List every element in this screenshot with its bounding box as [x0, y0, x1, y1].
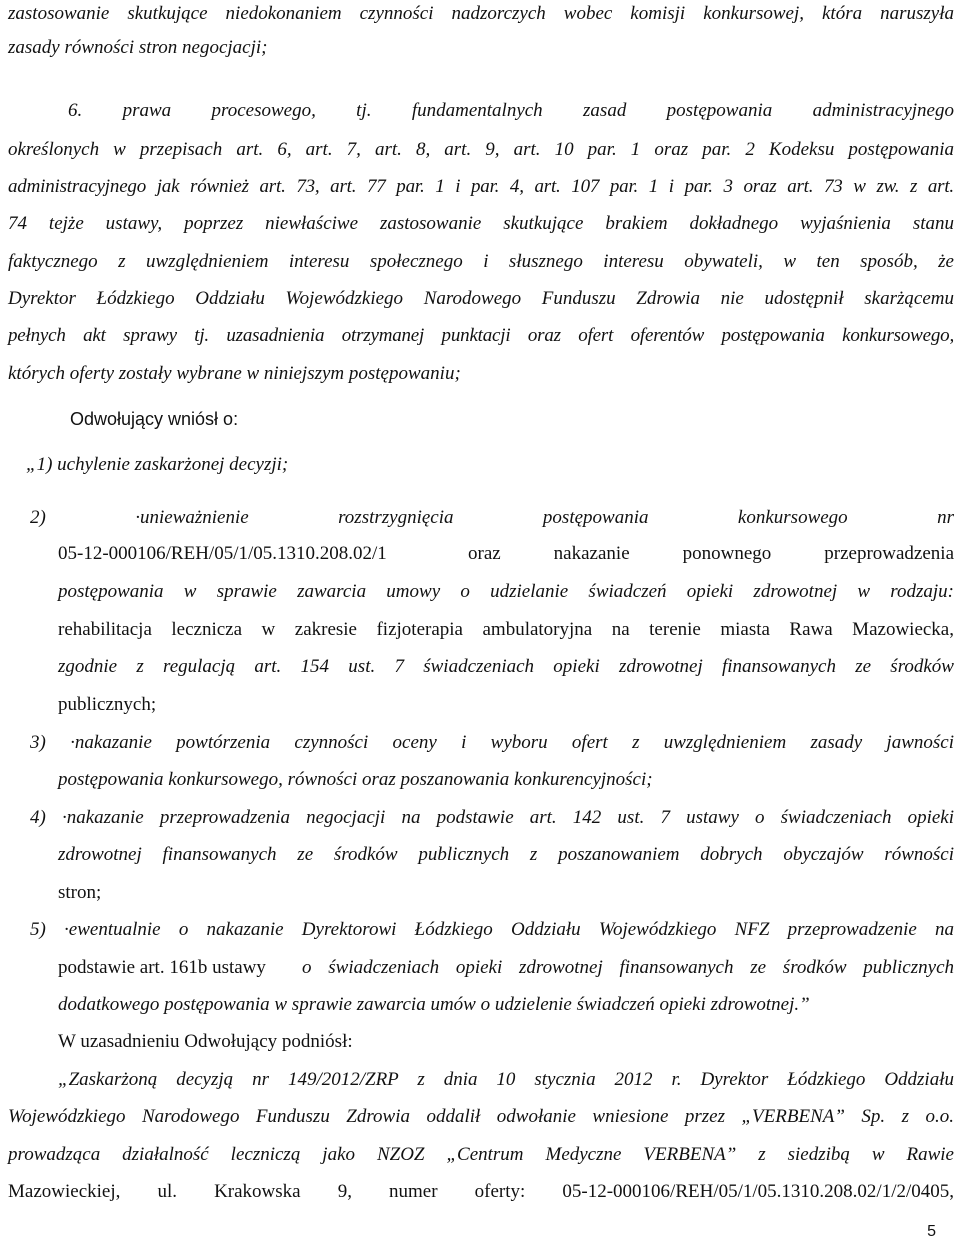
text-line: stron; — [58, 882, 102, 903]
text-line: zgodnie z regulacją art. 154 ust. 7 świadczeniach opieki zdrowotnej finansowanych ze środków — [58, 656, 954, 677]
text-line: postępowania w sprawie zawarcia umowy o udzielanie świadczeń opieki zdrowotnej w rodzaju: — [58, 581, 954, 602]
text-line: prowadząca działalność leczniczą jako NZOZ „Centrum Medyczne VERBENA” z siedzibą w Rawie — [8, 1144, 954, 1165]
text-line: zasady równości stron negocjacji; — [8, 37, 268, 58]
text-line: których oferty zostały wybrane w niniejszym postępowaniu; — [8, 363, 461, 384]
text-line: Dyrektor Łódzkiego Oddziału Wojewódzkiego Narodowego Funduszu Zdrowia nie udostępnił skarżącemu — [8, 288, 954, 309]
text-line: zastosowanie skutkujące niedokonaniem czynności nadzorczych wobec komisji konkursowej, która naruszyła — [8, 3, 954, 24]
list-item: „1) uchylenie zaskarżonej decyzji; — [26, 454, 289, 475]
page-number: 5 — [927, 1223, 936, 1240]
text-line: „Zaskarżoną decyzją nr 149/2012/ZRP z dnia 10 stycznia 2012 r. Dyrektor Łódzkiego Oddziału — [58, 1069, 954, 1090]
text-line: 05-12-000106/REH/05/1/05.1310.208.02/1 — [58, 543, 387, 564]
text-line: Mazowieckiej, ul. Krakowska 9, numer oferty: 05-12-000106/REH/05/1/05.1310.208.02/1/2/0405, — [8, 1181, 954, 1202]
list-item: 2) ·unieważnienie rozstrzygnięcia postępowania konkursowego nr — [30, 507, 954, 528]
text-line: 74 tejże ustawy, poprzez niewłaściwe zastosowanie skutkujące brakiem dokładnego wyjaśnienia stanu — [8, 213, 954, 234]
text-line: pełnych akt sprawy tj. uzasadnienia otrzymanej punktacji oraz ofert oferentów postępowania konkursowego, — [8, 325, 954, 346]
text-line: Wojewódzkiego Narodowego Funduszu Zdrowia oddalił odwołanie wniesione przez „VERBENA” Sp. z o.o. — [8, 1106, 954, 1127]
list-item: 5) ·ewentualnie o nakazanie Dyrektorowi Łódzkiego Oddziału Wojewódzkiego NFZ przeprowadzenie na — [30, 919, 954, 940]
text-line: o świadczeniach opieki zdrowotnej finansowanych ze środków publicznych — [302, 957, 954, 978]
text-line: podstawie art. 161b ustawy — [58, 957, 266, 978]
text-line: faktycznego z uwzględnieniem interesu społecznego i słusznego interesu obywateli, w ten sposób, że — [8, 251, 954, 272]
text-line: rehabilitacja lecznicza w zakresie fizjoterapia ambulatoryjna na terenie miasta Rawa Mazowiecka, — [58, 619, 954, 640]
text-line: oraz nakazanie ponownego przeprowadzenia — [468, 543, 954, 564]
section-heading: W uzasadnieniu Odwołujący podniósł: — [58, 1031, 353, 1052]
text-line: określonych w przepisach art. 6, art. 7, art. 8, art. 9, art. 10 par. 1 oraz par. 2 Kodeksu postępowania — [8, 139, 954, 160]
text-line: dodatkowego postępowania w sprawie zawarcia umów o udzielenie świadczeń opieki zdrowotnej.” — [58, 994, 810, 1015]
text-line: administracyjnego jak również art. 73, art. 77 par. 1 i par. 4, art. 107 par. 1 i par. 3 oraz art. 73 w zw. z art. — [8, 176, 954, 197]
list-item: 3) ·nakazanie powtórzenia czynności oceny i wyboru ofert z uwzględnieniem zasady jawności — [30, 732, 954, 753]
list-item: 4) ·nakazanie przeprowadzenia negocjacji na podstawie art. 142 ust. 7 ustawy o świadczeniach opieki — [30, 807, 954, 828]
text-line: zdrowotnej finansowanych ze środków publicznych z poszanowaniem dobrych obyczajów równości — [58, 844, 954, 865]
text-line: postępowania konkursowego, równości oraz poszanowania konkurencyjności; — [58, 769, 653, 790]
text-line: 6. prawa procesowego, tj. fundamentalnych zasad postępowania administracyjnego — [68, 100, 954, 121]
section-heading: Odwołujący wniósł o: — [70, 409, 239, 429]
text-line: publicznych; — [58, 694, 157, 715]
